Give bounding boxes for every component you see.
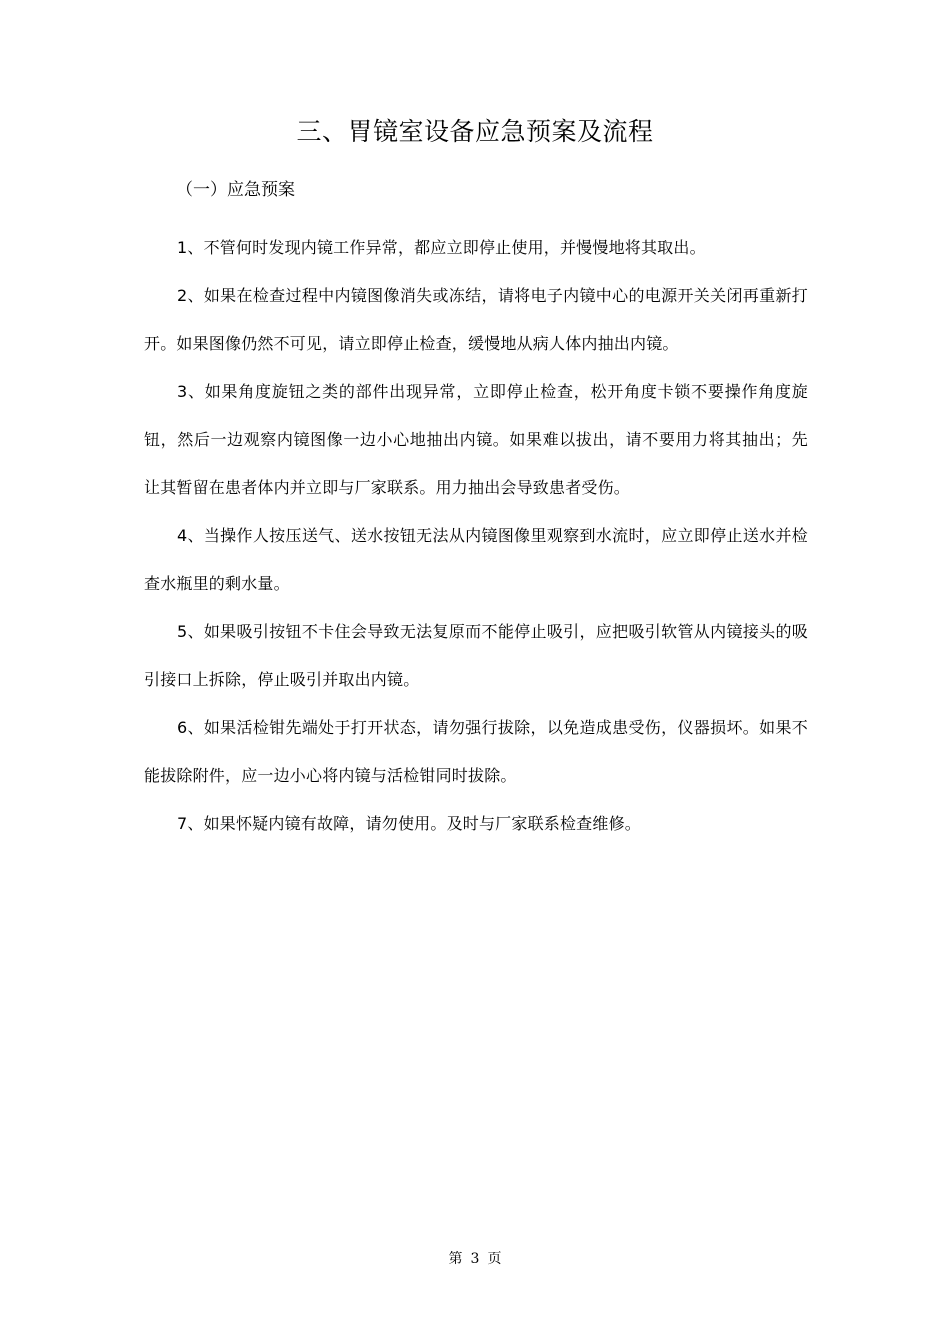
page-number-prefix: 第 <box>448 1251 463 1267</box>
section-heading: （一）应急预案 <box>176 180 295 200</box>
document-title: 三、胃镜室设备应急预案及流程 <box>296 117 654 146</box>
page-footer <box>0 1248 950 1270</box>
paragraph-3: 3、如果角度旋钮之类的部件出现异常，立即停止检查，松开角度卡锁不要操作角度旋钮，然后一边观察内镜图像一边小心地抽出内镜。如果难以拔出，请不要用力将其抽出；先让其暂留在患者体内并立即与厂家联系。用力抽出会导致患者受伤。 <box>144 382 808 497</box>
paragraph-1: 1、不管何时发现内镜工作异常，都应立即停止使用，并慢慢地将其取出。 <box>177 238 706 257</box>
page-number-suffix: 页 <box>487 1251 502 1267</box>
paragraph-6: 6、如果活检钳先端处于打开状态，请勿强行拔除，以免造成患受伤，仪器损坏。如果不能拔除附件，应一边小心将内镜与活检钳同时拔除。 <box>144 718 808 785</box>
paragraph-4: 4、当操作人按压送气、送水按钮无法从内镜图像里观察到水流时，应立即停止送水并检查水瓶里的剩水量。 <box>144 526 808 593</box>
paragraph-2: 2、如果在检查过程中内镜图像消失或冻结，请将电子内镜中心的电源开关关闭再重新打开。如果图像仍然不可见，请立即停止检查，缓慢地从病人体内抽出内镜。 <box>144 286 808 353</box>
page-number: 3 <box>470 1251 480 1267</box>
paragraph-5: 5、如果吸引按钮不卡住会导致无法复原而不能停止吸引，应把吸引软管从内镜接头的吸引接口上拆除，停止吸引并取出内镜。 <box>144 622 808 689</box>
paragraph-7: 7、如果怀疑内镜有故障，请勿使用。及时与厂家联系检查维修。 <box>177 814 641 833</box>
document-body <box>144 224 808 848</box>
